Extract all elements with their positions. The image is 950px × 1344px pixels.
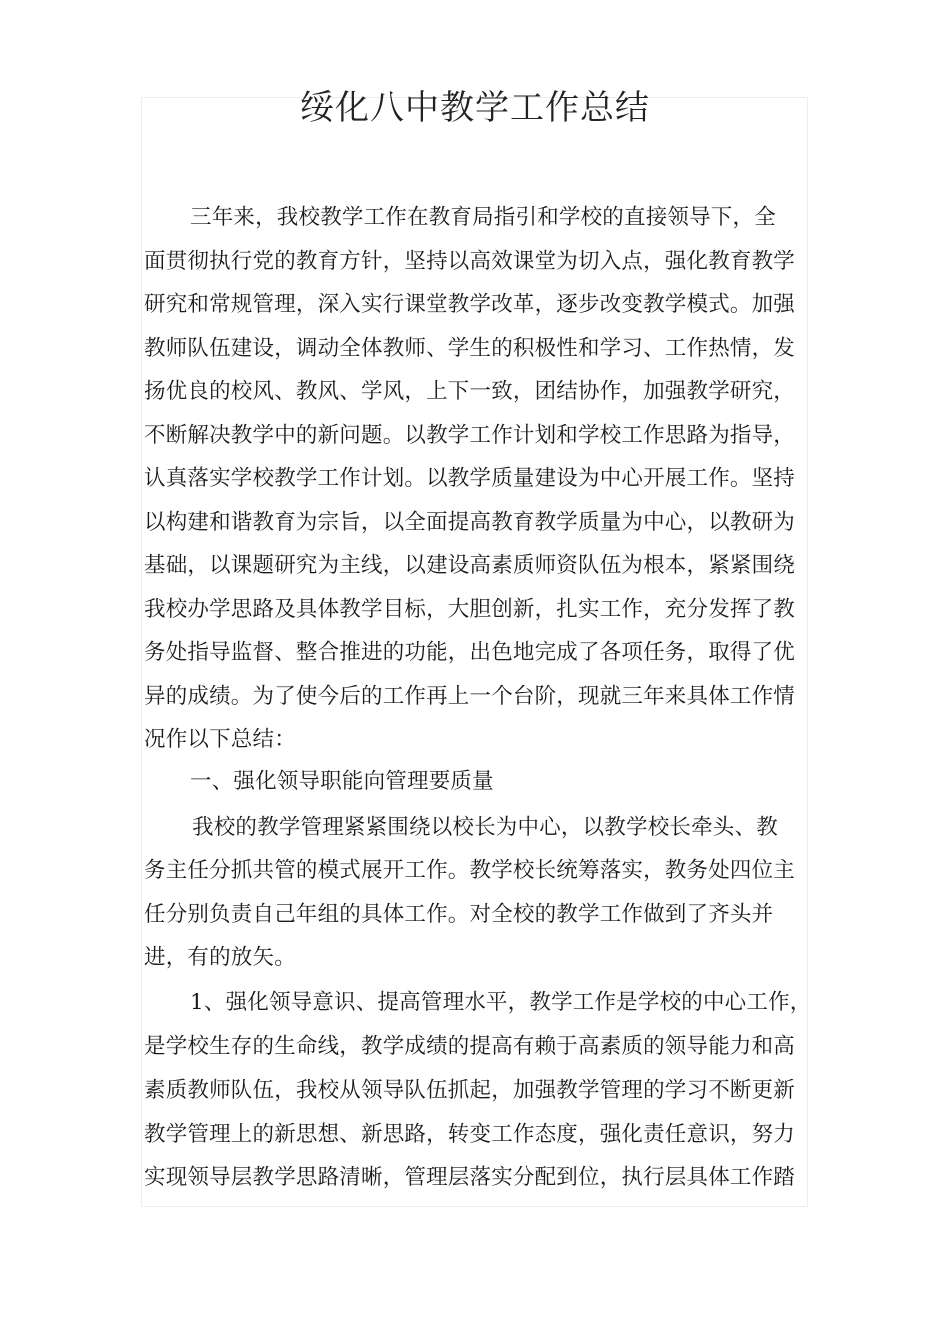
body-line: 三年来，我校教学工作在教育局指引和学校的直接领导下，全 xyxy=(190,205,776,230)
section-heading: 一、强化领导职能向管理要质量 xyxy=(190,769,494,794)
body-line: 不断解决教学中的新问题。以教学工作计划和学校工作思路为指导， xyxy=(144,423,796,448)
body-line: 扬优良的校风、教风、学风，上下一致，团结协作，加强教学研究， xyxy=(144,379,796,404)
body-line: 研究和常规管理，深入实行课堂教学改革，逐步改变教学模式。加强 xyxy=(144,292,796,317)
body-line: 教师队伍建设，调动全体教师、学生的积极性和学习、工作热情，发 xyxy=(144,336,796,361)
body-line: 异的成绩。为了使今后的工作再上一个台阶，现就三年来具体工作情 xyxy=(144,684,796,709)
body-line: 1、强化领导意识、提高管理水平，教学工作是学校的中心工作， xyxy=(190,990,812,1015)
body-line: 我校办学思路及具体教学目标，大胆创新，扎实工作，充分发挥了教 xyxy=(144,597,796,622)
body-line: 认真落实学校教学工作计划。以教学质量建设为中心开展工作。坚持 xyxy=(144,466,796,491)
body-line: 是学校生存的生命线，教学成绩的提高有赖于高素质的领导能力和高 xyxy=(144,1034,796,1059)
body-line: 素质教师队伍，我校从领导队伍抓起，加强教学管理的学习不断更新 xyxy=(144,1078,796,1103)
body-line: 务主任分抓共管的模式展开工作。教学校长统筹落实，教务处四位主 xyxy=(144,858,796,883)
body-line: 面贯彻执行党的教育方针，坚持以高效课堂为切入点，强化教育教学 xyxy=(144,249,796,274)
body-line: 实现领导层教学思路清晰，管理层落实分配到位，执行层具体工作踏 xyxy=(144,1165,796,1190)
body-line: 任分别负责自己年组的具体工作。对全校的教学工作做到了齐头并 xyxy=(144,902,774,927)
body-line: 我校的教学管理紧紧围绕以校长为中心，以教学校长牵头、教 xyxy=(192,815,778,840)
body-line: 务处指导监督、整合推进的功能，出色地完成了各项任务，取得了优 xyxy=(144,640,796,665)
body-line: 基础，以课题研究为主线，以建设高素质师资队伍为根本，紧紧围绕 xyxy=(144,553,796,578)
document-title: 绥化八中教学工作总结 xyxy=(300,88,650,128)
body-line: 教学管理上的新思想、新思路，转变工作态度，强化责任意识，努力 xyxy=(144,1122,796,1147)
body-line: 况作以下总结： xyxy=(144,727,296,752)
body-line: 进，有的放矢。 xyxy=(144,945,296,970)
body-line: 以构建和谐教育为宗旨，以全面提高教育教学质量为中心，以教研为 xyxy=(144,510,796,535)
